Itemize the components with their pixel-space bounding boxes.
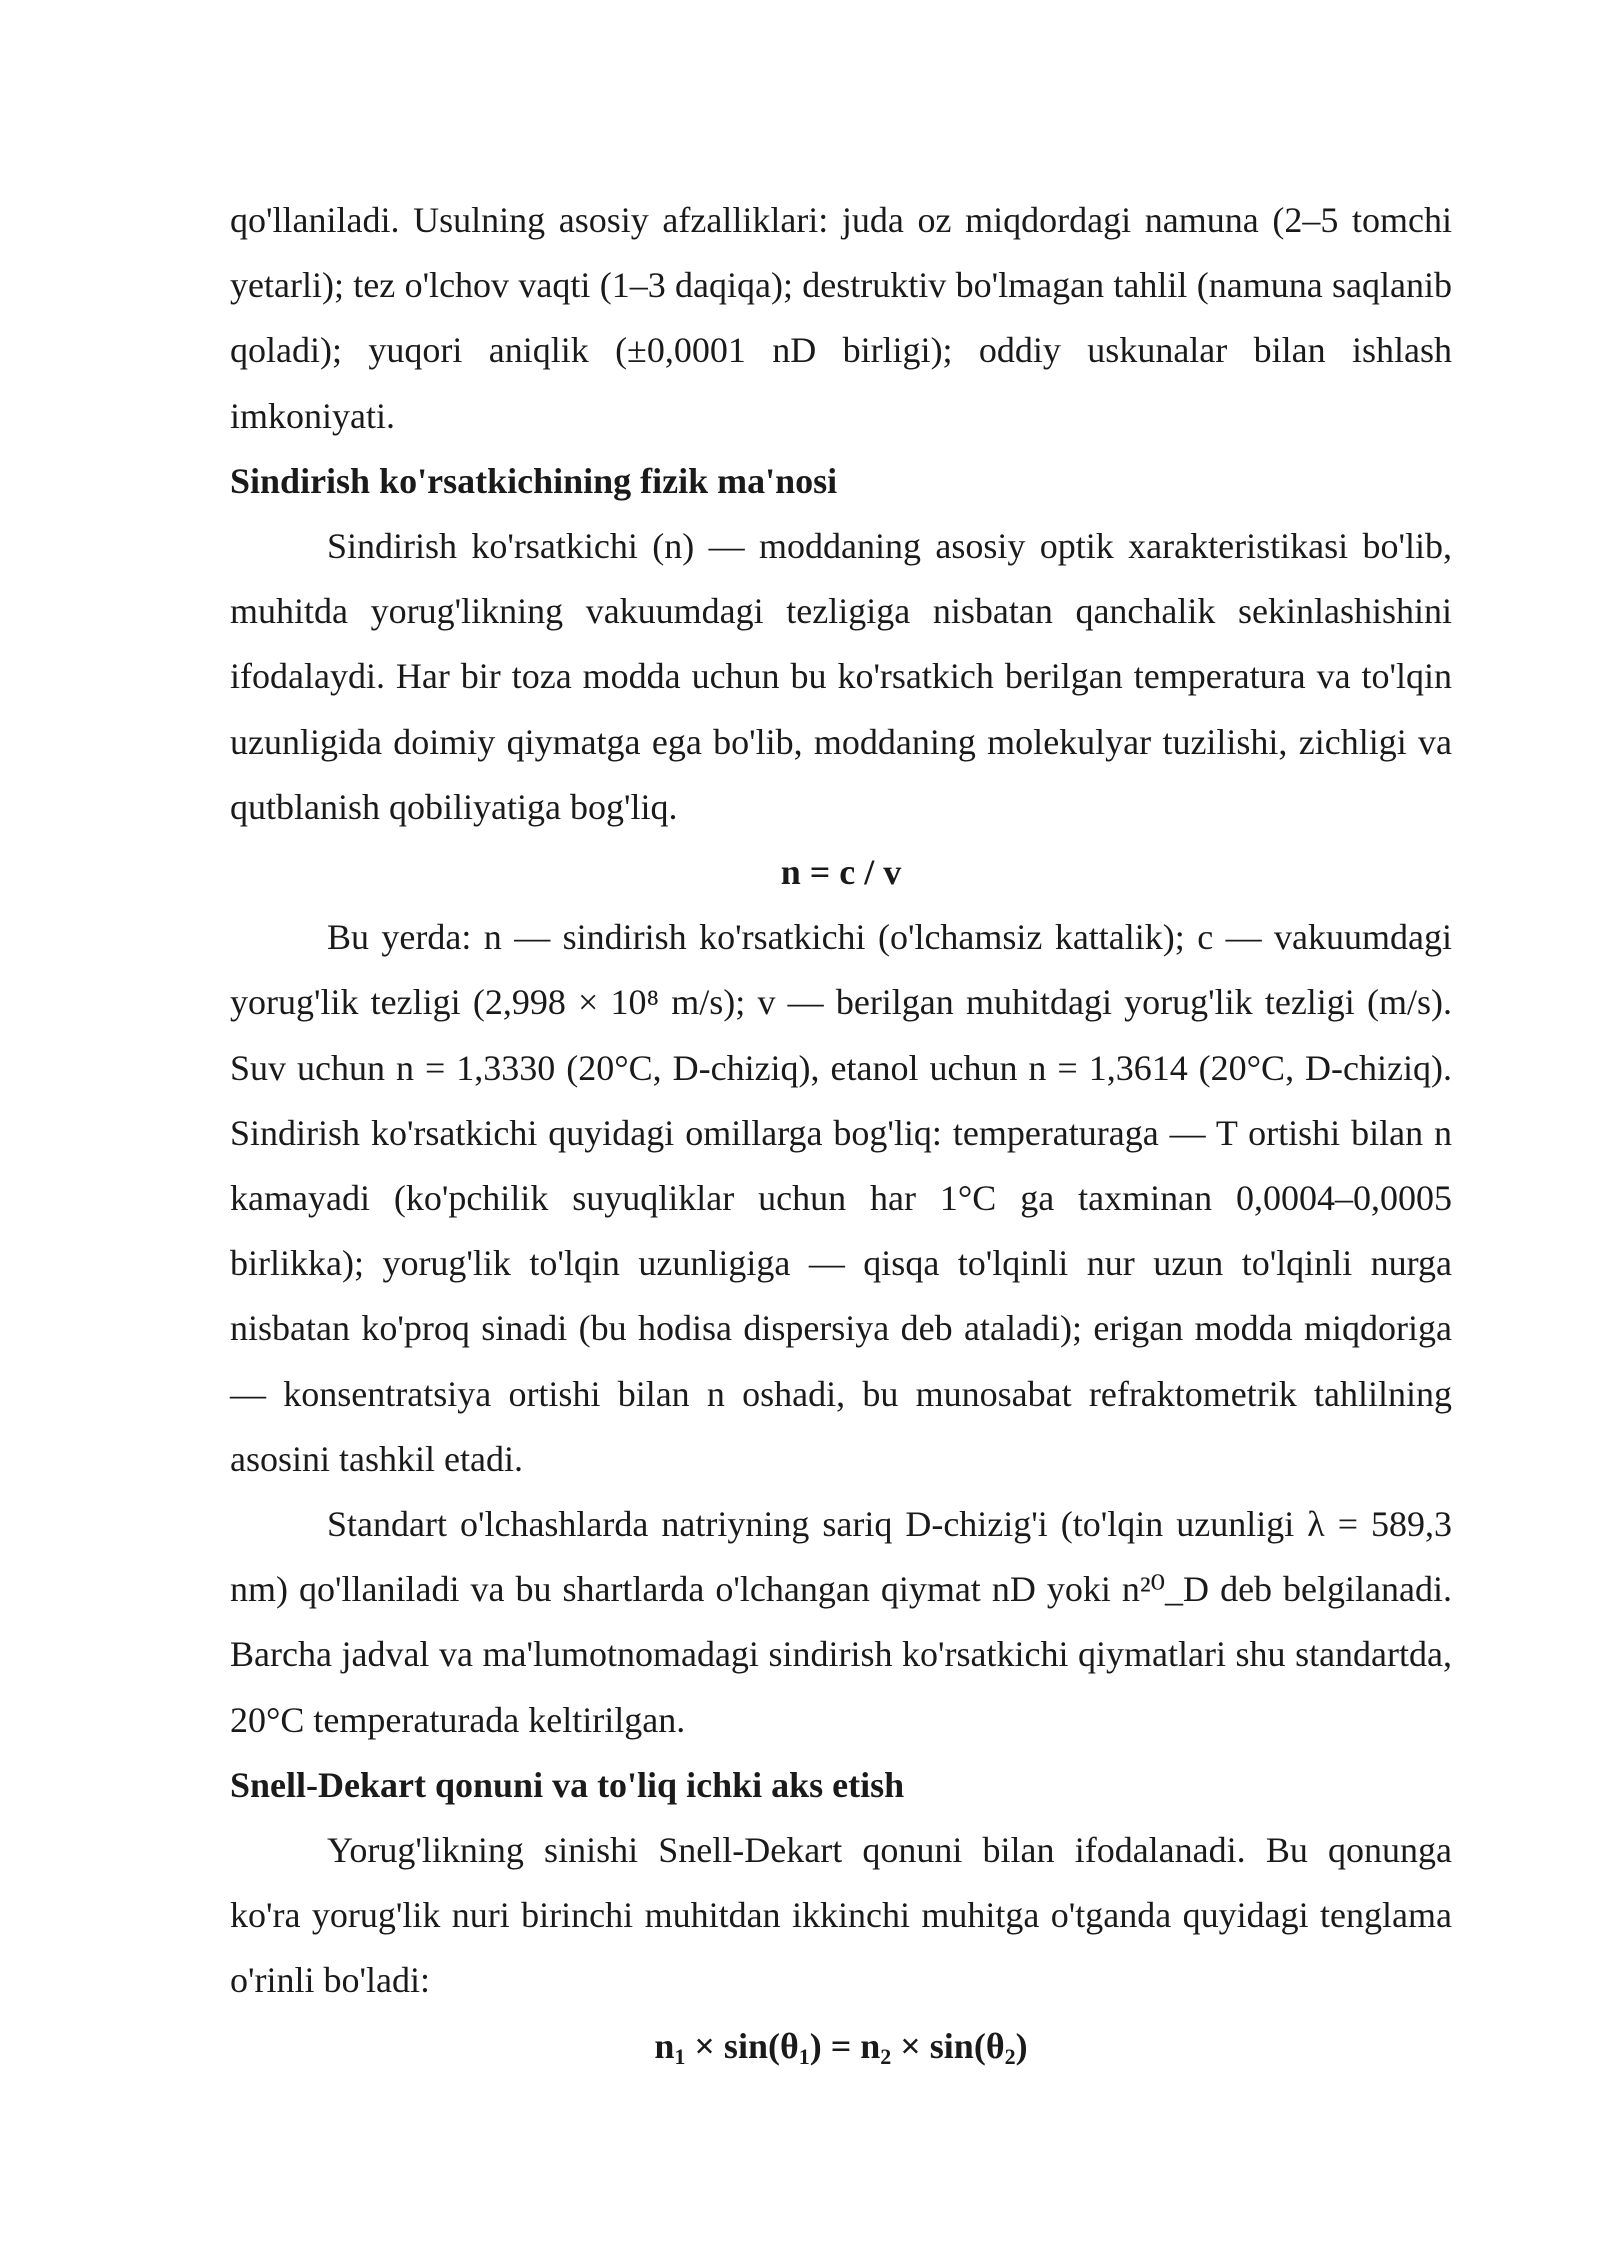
section-heading-physical-meaning: Sindirish ko'rsatkichining fizik ma'nosi [230,460,838,501]
formula-snell-sub-2: 2 [880,2043,892,2069]
formula-snell-sub-theta-2: 2 [1004,2043,1016,2069]
formula-n-equals-c-over-v: n = c / v [780,852,902,893]
section-heading-snell: Snell-Dekart qonuni va to'liq ichki aks etish [230,1764,905,1805]
formula-snell-n1: n [654,2025,675,2066]
paragraph-snell-intro: Yorug'likning sinishi Snell-Dekart qonuni bilan ifodalanadi. Bu qonunga ko'ra yorug'lik nuri birinchi muhitdan ikkinchi muhitga o'tganda quyidagi tenglama o'rinli bo'ladi: [230,1830,1452,2001]
formula-snell-sub-theta-1: 1 [798,2043,810,2069]
paragraph-standard-measurement: Standart o'lchashlarda natriyning sariq D-chizig'i (to'lqin uzunligi λ = 589,3 nm) qo'llaniladi va bu shartlarda o'lchangan qiymat nD yoki n²⁰_D deb belgilanadi. Barcha jadval va ma'lumotnomadagi sindirish ko'rsatkichi qiymatlari shu standartda, 20°C temperaturada keltirilgan. [230,1504,1452,1740]
formula-snell-sin-theta-2: × sin(θ [891,2025,1005,2066]
formula-snell-equals-n2: ) = n [809,2025,881,2066]
formula-snell-law [230,2014,1452,2079]
formula-snell-sub-1: 1 [674,2043,686,2069]
paragraph-intro-continuation: qo'llaniladi. Usulning asosiy afzalliklari: juda oz miqdordagi namuna (2–5 tomchi yetarli); tez o'lchov vaqti (1–3 daqiqa); destruktiv bo'lmagan tahlil (namuna saqlanib qoladi); yuqori aniqlik (±0,0001 nD birligi); oddiy uskunalar bilan ishlash imkoniyati. [230,200,1452,436]
page-content [230,188,1452,2079]
paragraph-formula-explanation: Bu yerda: n — sindirish ko'rsatkichi (o'lchamsiz kattalik); c — vakuumdagi yorug'lik tezligi (2,998 × 10⁸ m/s); v — berilgan muhitdagi yorug'lik tezligi (m/s). Suv uchun n = 1,3330 (20°C, D-chiziq), etanol uchun n = 1,3614 (20°C, D-chiziq). Sindirish ko'rsatkichi quyidagi omillarga bog'liq: temperaturaga — T ortishi bilan n kamayadi (ko'pchilik suyuqliklar uchun har 1°C ga taxminan 0,0004–0,0005 birlikka); yorug'lik to'lqin uzunligiga — qisqa to'lqinli nur uzun to'lqinli nurga nisbatan ko'proq sinadi (bu hodisa dispersiya deb ataladi); erigan modda miqdoriga — konsentratsiya ortishi bilan n oshadi, bu munosabat refraktometrik tahlilning asosini tashkil etadi. [230,917,1452,1479]
paragraph-refractive-index-definition: Sindirish ko'rsatkichi (n) — moddaning asosiy optik xarakteristikasi bo'lib, muhitda yorug'likning vakuumdagi tezligiga nisbatan qanchalik sekinlashishini ifodalaydi. Har bir toza modda uchun bu ko'rsatkich berilgan temperatura va to'lqin uzunligida doimiy qiymatga ega bo'lib, moddaning molekulyar tuzilishi, zichligi va qutblanish qobiliyatiga bog'liq. [230,526,1452,827]
formula-snell-sin-theta-1: × sin(θ [685,2025,799,2066]
formula-snell-close: ) [1015,2025,1028,2066]
